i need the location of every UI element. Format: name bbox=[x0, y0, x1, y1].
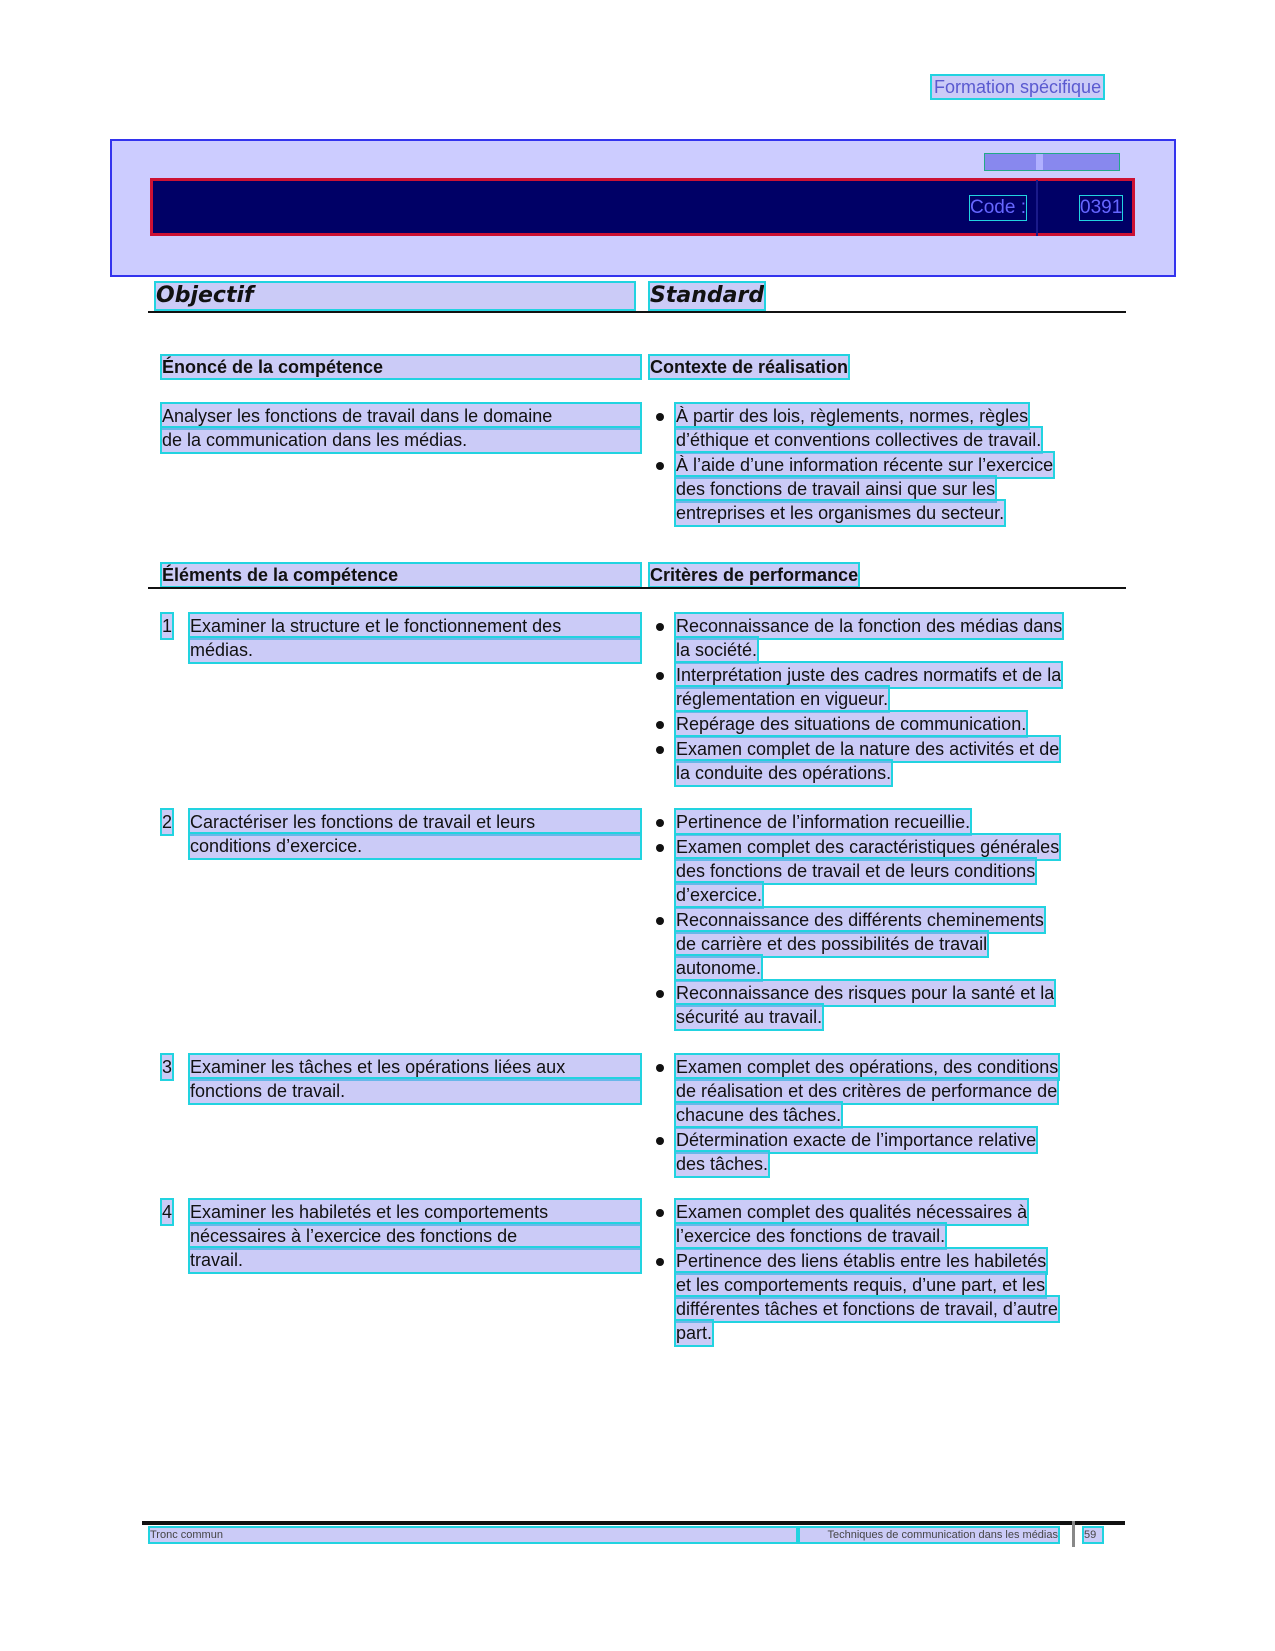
code-value: 0391 bbox=[1080, 197, 1123, 218]
bullet-icon bbox=[656, 844, 664, 852]
criterion-line: chacune des tâches. bbox=[676, 1105, 842, 1125]
criterion-line: Examen complet des qualités nécessaires à bbox=[676, 1202, 1028, 1222]
element-number: 4 bbox=[162, 1202, 173, 1222]
bullet-icon bbox=[656, 990, 664, 998]
section-label: Formation spécifique bbox=[934, 77, 1102, 97]
criterion-line: entreprises et les organismes du secteur. bbox=[676, 503, 1005, 523]
element-line: Examiner les tâches et les opérations liées aux bbox=[190, 1055, 640, 1079]
bullet-icon bbox=[656, 672, 664, 680]
criterion-line: Examen complet des caractéristiques générales bbox=[676, 837, 1060, 857]
criterion-line: la conduite des opérations. bbox=[676, 763, 892, 783]
criterion-line: À partir des lois, règlements, normes, règles bbox=[676, 406, 1029, 426]
criterion-line: d’éthique et conventions collectives de travail. bbox=[676, 430, 1042, 450]
criterion-line: la société. bbox=[676, 640, 758, 660]
column-objectif: Objectif bbox=[156, 283, 634, 309]
page-number: 59 bbox=[1084, 1528, 1102, 1542]
bullet-icon bbox=[656, 721, 664, 729]
criterion-line: Détermination exacte de l’importance relative bbox=[676, 1130, 1037, 1150]
column-standard: Standard bbox=[650, 283, 765, 308]
element-line: conditions d’exercice. bbox=[190, 834, 640, 858]
code-label: Code : bbox=[970, 197, 1026, 218]
bullet-icon bbox=[656, 746, 664, 754]
enonce-heading: Énoncé de la compétence bbox=[162, 356, 640, 378]
criterion-line: des tâches. bbox=[676, 1154, 769, 1174]
criterion-line: Reconnaissance des différents cheminements bbox=[676, 910, 1044, 930]
criterion-line: différentes tâches et fonctions de travail, d’autre bbox=[676, 1299, 1058, 1319]
criterion-line: d’exercice. bbox=[676, 885, 763, 905]
bullet-icon bbox=[656, 1209, 664, 1217]
bullet-icon bbox=[656, 462, 664, 470]
enonce-line: Analyser les fonctions de travail dans le domaine bbox=[162, 404, 640, 428]
criterion-line: des fonctions de travail et de leurs conditions bbox=[676, 861, 1036, 881]
criterion-line: l’exercice des fonctions de travail. bbox=[676, 1226, 946, 1246]
footer-page-separator bbox=[1072, 1521, 1075, 1547]
element-line: Examiner la structure et le fonctionnement des bbox=[190, 614, 640, 638]
elements-rule bbox=[148, 587, 1126, 589]
element-number: 2 bbox=[162, 812, 173, 832]
bullet-icon bbox=[656, 623, 664, 631]
criterion-line: de carrière et des possibilités de travail bbox=[676, 934, 988, 954]
element-line: nécessaires à l’exercice des fonctions de bbox=[190, 1224, 640, 1248]
criterion-line: des fonctions de travail ainsi que sur les bbox=[676, 479, 996, 499]
criterion-line: Examen complet des opérations, des conditions bbox=[676, 1057, 1059, 1077]
bullet-icon bbox=[656, 1064, 664, 1072]
banner-small-box bbox=[984, 153, 1120, 171]
bullet-icon bbox=[656, 413, 664, 421]
criterion-line: Reconnaissance des risques pour la santé et la bbox=[676, 983, 1055, 1003]
element-line: Examiner les habiletés et les comportements bbox=[190, 1200, 640, 1224]
criterion-line: Examen complet de la nature des activités et de bbox=[676, 739, 1060, 759]
elements-heading: Éléments de la compétence bbox=[162, 564, 640, 586]
footer-left: Tronc commun bbox=[150, 1528, 796, 1542]
criterion-line: À l’aide d’une information récente sur l’exercice bbox=[676, 455, 1054, 475]
criteres-heading: Critères de performance bbox=[650, 565, 859, 585]
criterion-line: et les comportements requis, d’une part, et les bbox=[676, 1275, 1046, 1295]
criterion-line: Interprétation juste des cadres normatifs et de la bbox=[676, 665, 1062, 685]
bullet-icon bbox=[656, 1137, 664, 1145]
criterion-line: Pertinence des liens établis entre les habiletés bbox=[676, 1251, 1047, 1271]
enonce-line: de la communication dans les médias. bbox=[162, 428, 640, 452]
banner-separator bbox=[1036, 180, 1038, 236]
criterion-line: Pertinence de l’information recueillie. bbox=[676, 812, 971, 832]
element-line: fonctions de travail. bbox=[190, 1079, 640, 1103]
element-line: médias. bbox=[190, 638, 640, 662]
criterion-line: part. bbox=[676, 1323, 713, 1343]
footer-rule bbox=[142, 1521, 1125, 1525]
element-number: 1 bbox=[162, 616, 173, 636]
criterion-line: de réalisation et des critères de performance de bbox=[676, 1081, 1058, 1101]
criterion-line: Reconnaissance de la fonction des médias dans bbox=[676, 616, 1063, 636]
header-rule bbox=[148, 311, 1126, 313]
element-line: Caractériser les fonctions de travail et leurs bbox=[190, 810, 640, 834]
criterion-line: autonome. bbox=[676, 958, 762, 978]
element-number: 3 bbox=[162, 1057, 173, 1077]
bullet-icon bbox=[656, 1258, 664, 1266]
criterion-line: sécurité au travail. bbox=[676, 1007, 823, 1027]
footer-right: Techniques de communication dans les médias bbox=[800, 1528, 1058, 1542]
contexte-heading: Contexte de réalisation bbox=[650, 357, 849, 377]
criterion-line: Repérage des situations de communication. bbox=[676, 714, 1027, 734]
bullet-icon bbox=[656, 917, 664, 925]
bullet-icon bbox=[656, 819, 664, 827]
criterion-line: réglementation en vigueur. bbox=[676, 689, 889, 709]
element-line: travail. bbox=[190, 1248, 640, 1272]
